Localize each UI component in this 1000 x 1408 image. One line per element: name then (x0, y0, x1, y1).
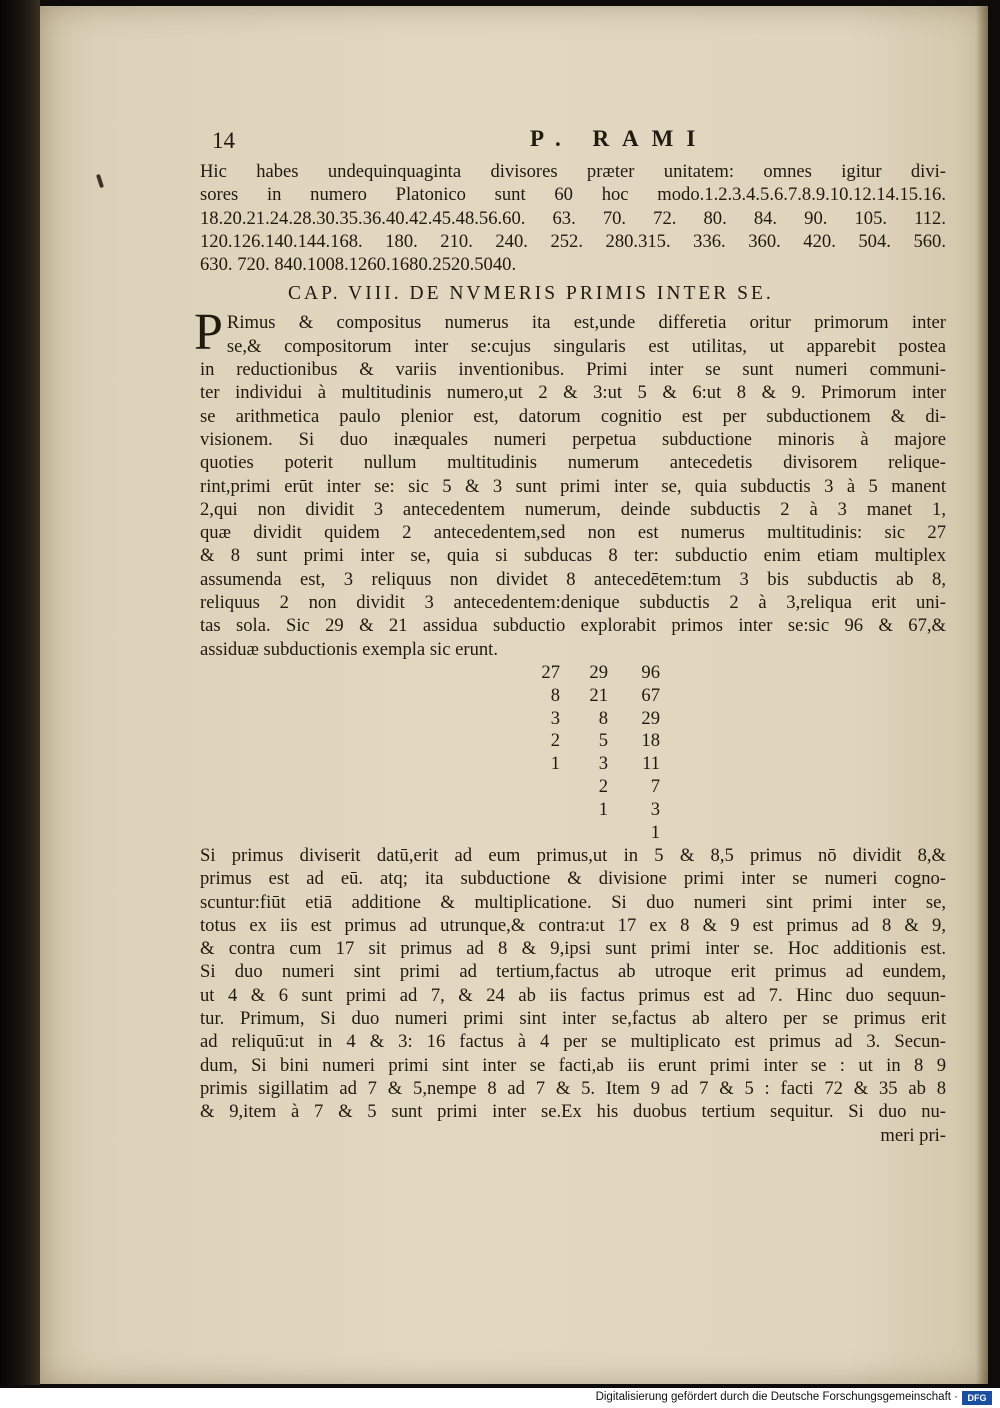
text-line: totus ex iis est primus ad utrunque,& contra:ut 17 ex 8 & 9 est primus ad 8 & 9, (200, 914, 946, 936)
text-line: tur. Primum, Si duo numeri primi sint inter se,factus ab altero per se primus erit (200, 1008, 946, 1030)
text-line: reliquus 2 non dividit 3 antecedentem:denique subductis 2 à 3,reliqua erit uni- (200, 592, 946, 614)
text-line: 18.20.21.24.28.30.35.36.40.42.45.48.56.60. 63. 70. 72. 80. 84. 90. 105. 112. (200, 207, 946, 229)
dfg-logo: DFG (962, 1391, 992, 1405)
text-line: assiduæ subductionis exempla sic erunt. (200, 638, 498, 660)
number-cell: 21 (589, 684, 608, 706)
page-header (200, 120, 946, 160)
text-line: visionem. Si duo inæquales numeri perpetua subductione minoris à majore (200, 428, 946, 450)
text-line: se arithmetica paulo plenior est, datorum cognitio est per subductionem & di- (200, 405, 946, 427)
number-cell: 67 (641, 684, 660, 706)
intro-paragraph (200, 160, 946, 276)
text-line: sores in numero Platonico sunt 60 hoc modo.1.2.3.4.5.6.7.8.9.10.12.14.15.16. (200, 184, 946, 206)
text-line: & contra cum 17 sit primus ad 8 & 9,ipsi sunt primi inter se. Hoc additionis est. (200, 938, 946, 960)
text-line: tas sola. Sic 29 & 21 assidua subductio explorabit primos inter se:sic 96 & 67,& (200, 615, 946, 637)
drop-cap-initial: P (194, 304, 223, 362)
text-line: Hic habes undequinquaginta divisores præter unitatem: omnes igitur divi- (200, 161, 946, 182)
page-number: 14 (212, 128, 235, 153)
text-line: & 9,item à 7 & 5 sunt primi inter se.Ex his duobus tertium sequitur. Si duo nu- (200, 1101, 946, 1123)
text-line: 630. 720. 840.1008.1260.1680.2520.5040. (200, 254, 517, 276)
text-line: primis sigillatim ad 7 & 5,nempe 8 ad 7 & 5. Item 9 ad 7 & 5 : facti 72 & 35 ab 8 (200, 1077, 946, 1099)
number-cell: 8 (550, 684, 560, 706)
text-line: se,& compositorum inter se:cujus singularis est utilitas, ut apparebit postea (226, 335, 946, 357)
number-cell: 1 (550, 753, 560, 775)
text-line: in reductionibus & variis inventionibus. Primi inter se sunt numeri communi- (200, 359, 946, 381)
text-line: dum, Si bini numeri primi sint inter se facti,ab iis erunt primi inter se : ut in 8 9 (200, 1054, 946, 1076)
number-cell: 1 (598, 798, 608, 820)
text-line: 2,qui non dividit 3 antecedentem numerum, deinde subductis 2 à 3 manet 1, (200, 498, 946, 520)
text-line: Rimus & compositus numerus ita est,unde differetia oritur primorum inter (226, 312, 946, 334)
text-line: & 8 sunt primi inter se, quia si subducas 8 ter: subductio enim etiam multiplex (200, 545, 946, 567)
text-line: scuntur:fiūt etiā additione & multiplicatione. Si duo numeri sint primi inter se, (200, 891, 946, 913)
chapter-paragraph-2 (200, 844, 946, 1147)
example-column-29-21 (578, 662, 608, 822)
number-cell: 11 (642, 753, 660, 775)
text-line: quoties poterit nullum multitudinis numerum antecedetis divisorem relique- (200, 452, 946, 474)
number-cell: 2 (550, 730, 560, 752)
book-page (40, 6, 988, 1384)
text-line: quæ dividit quidem 2 antecedentem,sed non est numerus multitudinis: sic 27 (200, 522, 946, 544)
digitization-footer (0, 1388, 1000, 1408)
running-title: P. RAMI (530, 126, 709, 151)
example-column-27-8 (530, 662, 560, 776)
text-line: 120.126.140.144.168. 180. 210. 240. 252. 280.315. 336. 360. 420. 504. 560. (200, 230, 946, 252)
number-cell: 29 (641, 707, 660, 729)
funding-credit: Digitalisierung gefördert durch die Deutsche Forschungsgemeinschaft · (595, 1391, 958, 1403)
number-cell: 96 (641, 661, 660, 683)
number-cell: 3 (598, 753, 608, 775)
text-line: assumenda est, 3 reliquus non dividet 8 antecedētem:tum 3 bis subductis ab 8, (200, 568, 946, 590)
text-line: ut 4 & 6 sunt primi ad 7, & 24 ab iis factus primus est ad 7. Hinc duo sequun- (200, 984, 946, 1006)
text-line: ter individui à multitudinis numero,ut 2 & 3:ut 5 & 6:ut 8 & 9. Primorum inter (200, 382, 946, 404)
number-cell: 8 (598, 707, 608, 729)
number-cell: 5 (598, 730, 608, 752)
book-spine-shadow (0, 0, 40, 1385)
text-line: primus est ad eū. atq; ita subductione & divisione primi inter se numeri cogno- (200, 868, 946, 890)
number-cell: 29 (589, 661, 608, 683)
subtraction-examples (200, 662, 946, 842)
number-cell: 18 (641, 730, 660, 752)
text-line: ad reliquū:ut in 4 & 3: 16 factus à 4 per se multiplicato est primus ad 3. Secun- (200, 1031, 946, 1053)
number-cell: 2 (598, 775, 608, 797)
catchword: meri pri- (880, 1124, 946, 1146)
chapter-heading: CAP. VIII. DE NVMERIS PRIMIS INTER SE. (288, 283, 774, 305)
example-column-96-67 (630, 662, 660, 844)
text-line: Si duo numeri sint primi ad tertium,factus ab utroque erit primus ad eundem, (200, 961, 946, 983)
page-edge-shadow (976, 6, 988, 1384)
number-cell: 3 (550, 707, 560, 729)
number-cell: 27 (541, 661, 560, 683)
text-line: rint,primi erūt inter se: sic 5 & 3 sunt primi inter se, quia subductis 3 à 5 manent (200, 475, 946, 497)
ink-mark (96, 174, 104, 189)
number-cell: 7 (650, 775, 660, 797)
text-block (194, 120, 946, 1147)
number-cell: 3 (650, 798, 660, 820)
text-line: Si primus diviserit datū,erit ad eum primus,ut in 5 & 8,5 primus nō dividit 8,& (200, 844, 946, 866)
number-cell: 1 (650, 821, 660, 843)
chapter-paragraph-1 (194, 304, 946, 660)
